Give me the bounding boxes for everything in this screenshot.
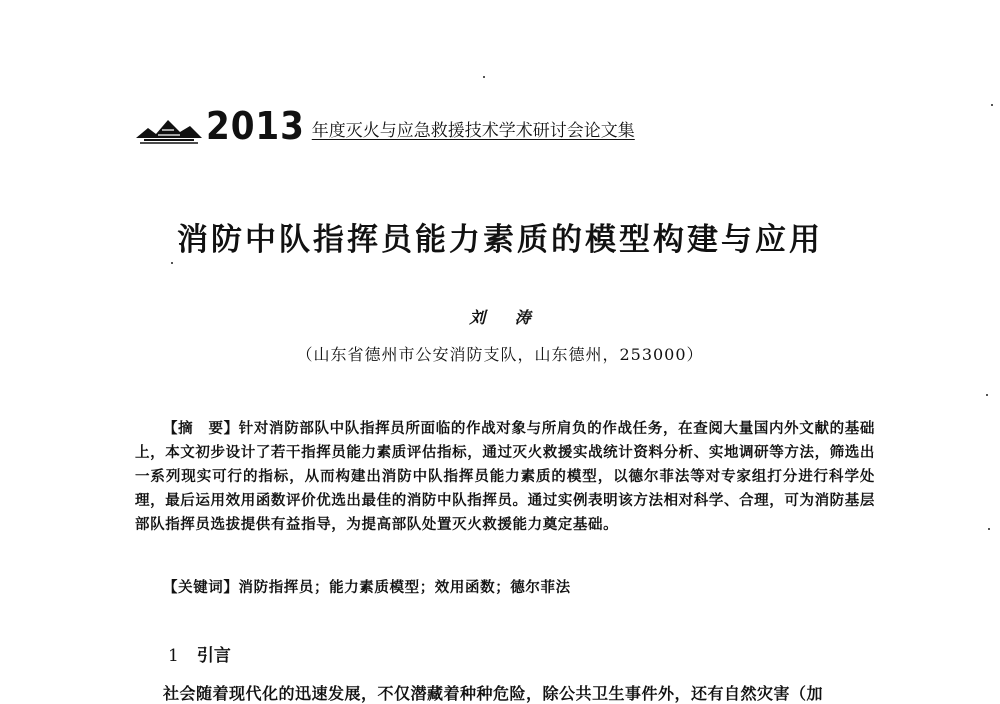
abstract-label: 【摘 要】 (163, 420, 239, 437)
section-title: 引言 (196, 646, 231, 666)
paper-title: 消防中队指挥员能力素质的模型构建与应用 (177, 222, 823, 258)
scan-speck (991, 104, 993, 106)
author-affiliation: （山东省德州市公安消防支队，山东德州，253000） (296, 345, 704, 364)
scan-speck (483, 76, 485, 78)
abstract (135, 417, 875, 537)
keywords (163, 576, 571, 597)
paper-author: 刘 涛 (469, 308, 543, 327)
section-heading-introduction (168, 641, 231, 666)
keywords-text: 消防指挥员；能力素质模型；效用函数；德尔菲法 (238, 579, 571, 596)
scan-speck (171, 262, 173, 264)
body-text-first-line: 社会随着现代化的迅速发展，不仅潜藏着种种危险，除公共卫生事件外，还有自然灾害（加 (163, 684, 824, 703)
scan-speck (988, 528, 990, 530)
abstract-text: 针对消防部队中队指挥员所面临的作战对象与所肩负的作战任务，在查阅大量国内外文献的基础上，本文初步设计了若干指挥员能力素质评估指标，通过灭火救援实战统计资料分析、实地调研等方法，筛选出一系列现实可行的指标，从而构建出消防中队指挥员能力素质的模型，以德尔菲法等对专家组打分进行科学处理，最后运用效用函数评价优选出最佳的消防中队指挥员。通过实例表明该方法相对科学、合理，可为消防基层部队指挥员选拔提供有益指导，为提高部队处置灭火救援能力奠定基础。 (135, 420, 875, 533)
conference-year: 2013 (206, 104, 305, 148)
section-number: 1 (168, 646, 179, 666)
keywords-label: 【关键词】 (163, 579, 239, 596)
proceedings-header (134, 104, 635, 148)
scan-speck (986, 394, 988, 396)
conference-logo-icon (134, 108, 204, 144)
conference-title: 年度灭火与应急救援技术学术研讨会论文集 (311, 121, 635, 141)
